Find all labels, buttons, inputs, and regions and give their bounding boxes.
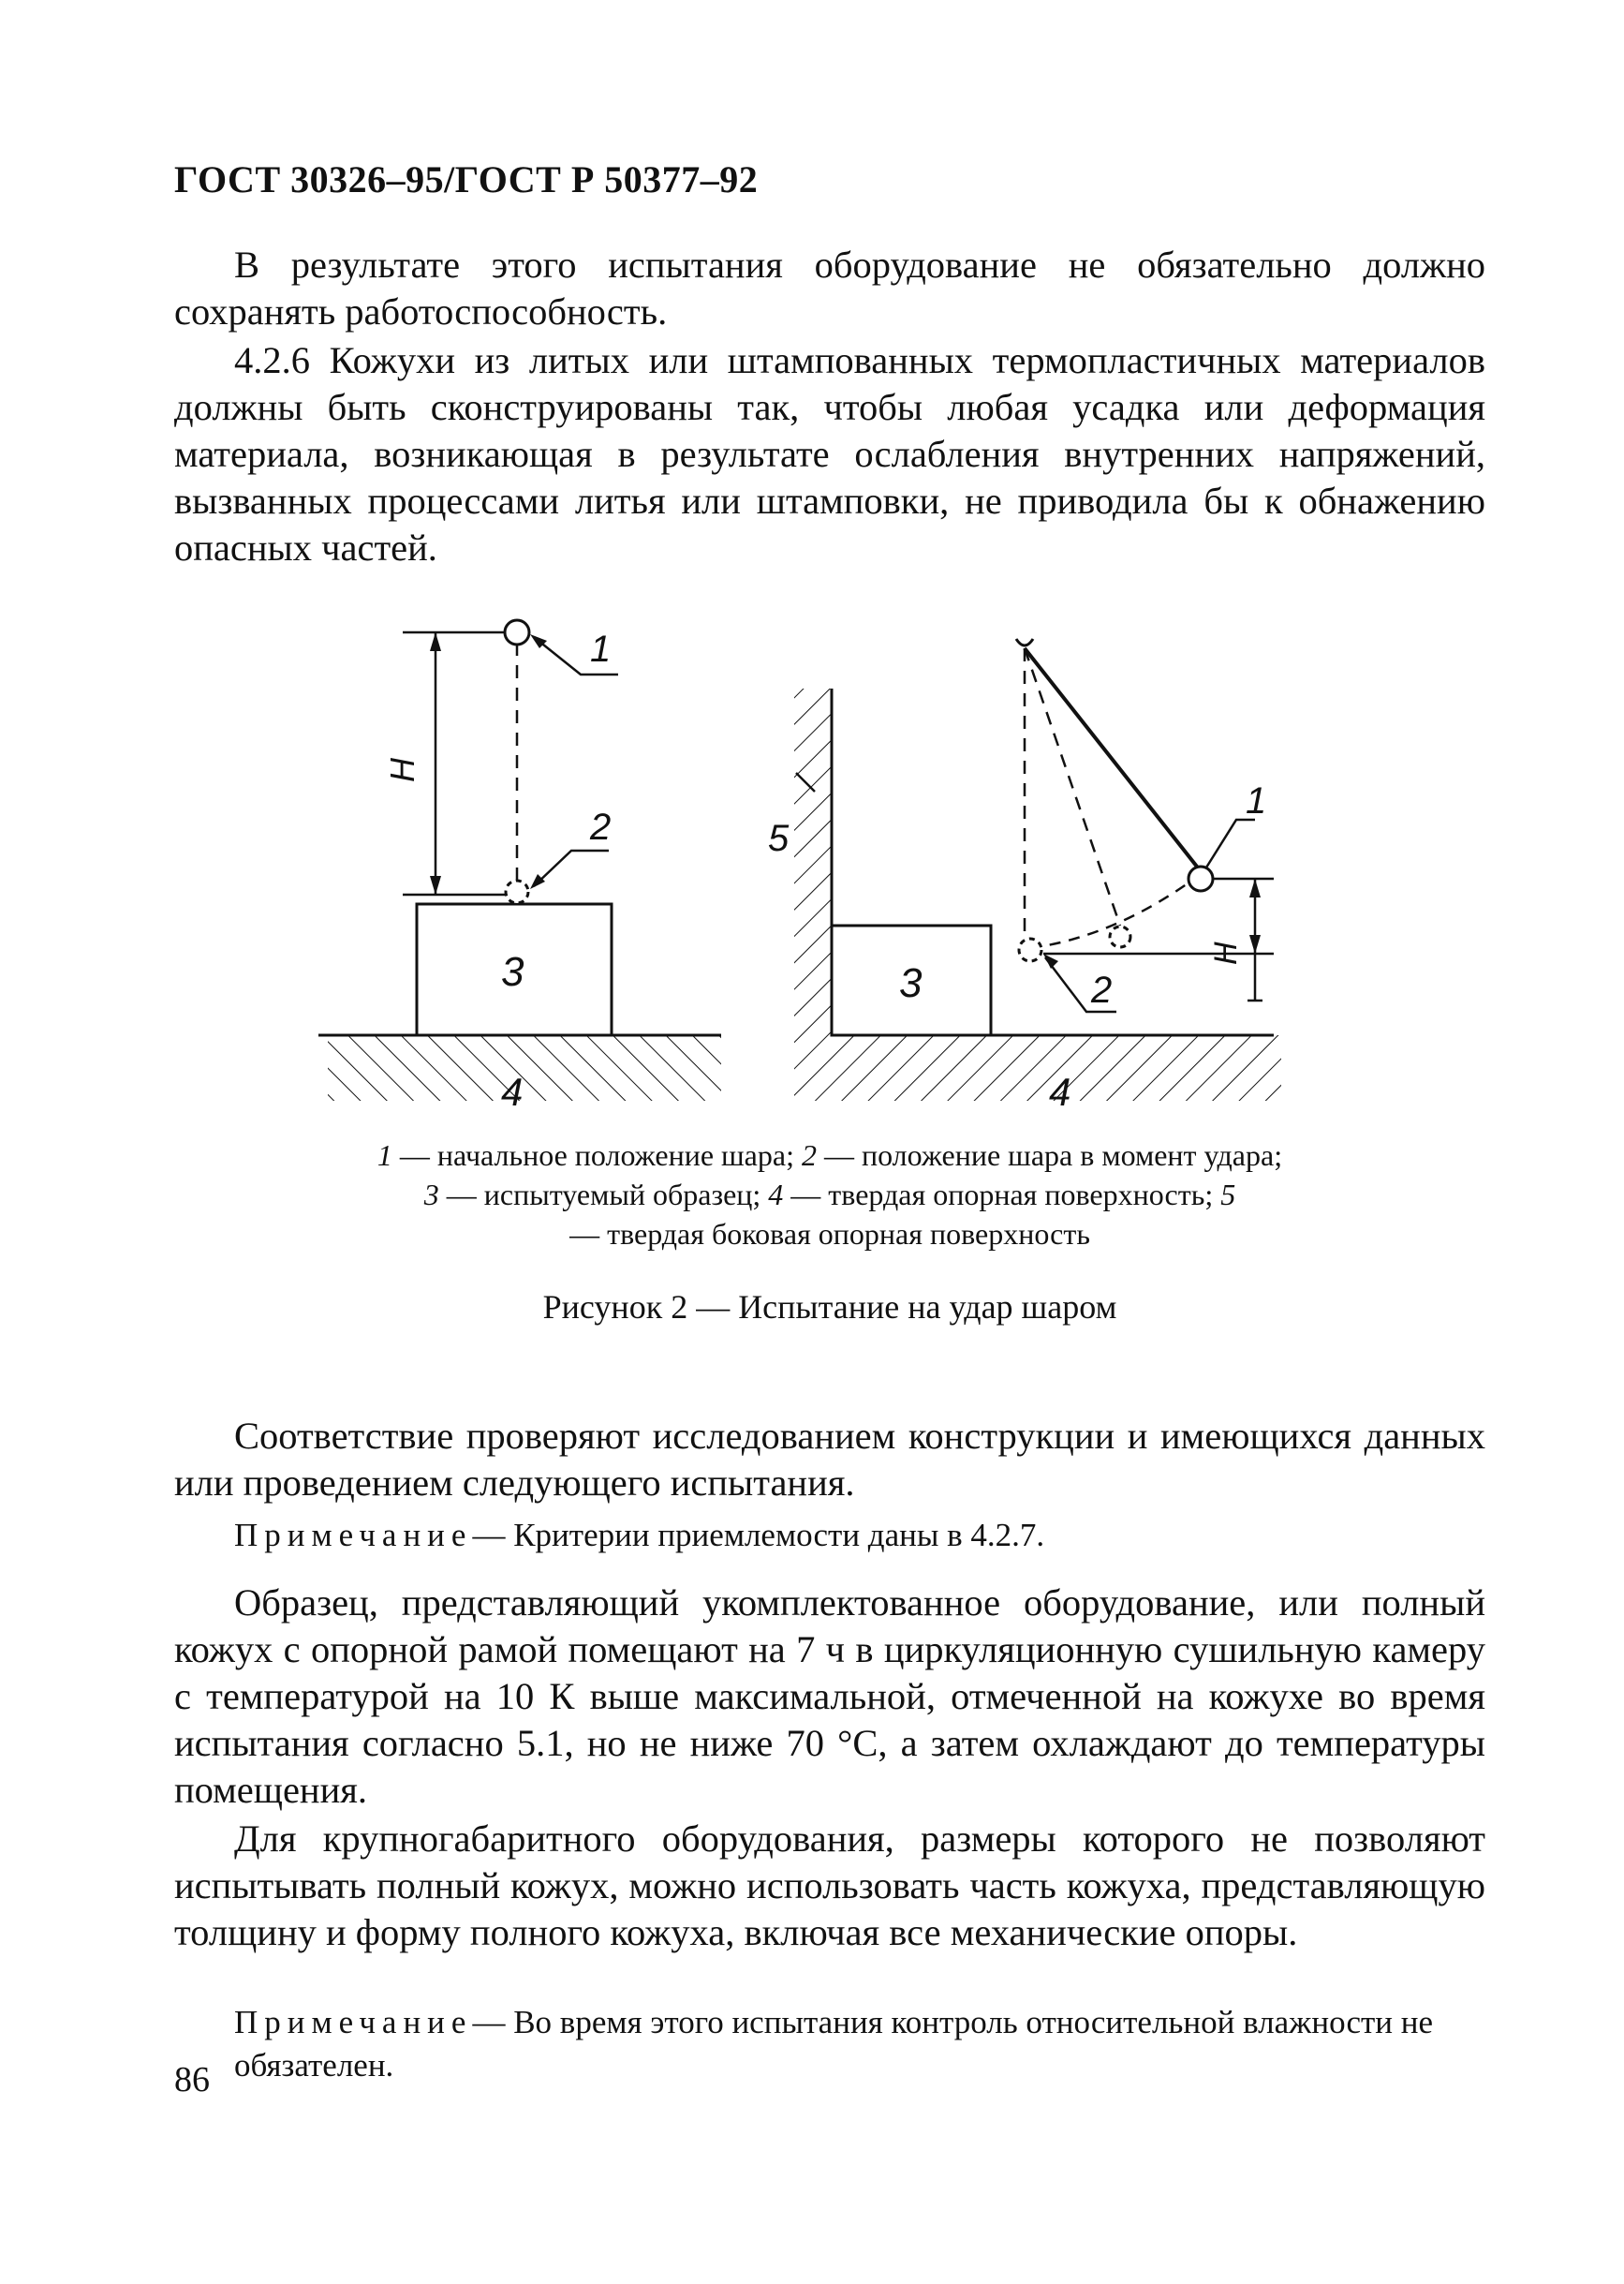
label-1-left: 1 bbox=[590, 629, 612, 670]
legend-text-5: — твердая боковая опорная поверхность bbox=[569, 1217, 1090, 1251]
ball-impact-left bbox=[506, 881, 528, 903]
paragraph-compliance: Соответствие проверяют исследованием конструкции и имеющихся данных или проведением следующего испытания. bbox=[174, 1415, 1485, 1504]
note-criteria-text: — Критерии приемлемости даны в 4.2.7. bbox=[472, 1517, 1045, 1553]
label-4-left: 4 bbox=[501, 1070, 524, 1114]
legend-text-3: — испытуемый образец; bbox=[438, 1178, 769, 1211]
note-label-2: Примечание bbox=[234, 2004, 473, 2040]
label-h-right: H bbox=[1208, 942, 1244, 965]
legend-num-5: 5 bbox=[1220, 1178, 1236, 1211]
pendulum-intermediate-dashed bbox=[1025, 648, 1120, 926]
label-4-right: 4 bbox=[1049, 1070, 1071, 1114]
leader-2-left bbox=[534, 851, 609, 886]
figure-legend bbox=[268, 1135, 1392, 1253]
legend-text-4: — твердая опорная поверхность; bbox=[783, 1178, 1221, 1211]
note-criteria bbox=[234, 1514, 1485, 1557]
pendulum-string bbox=[1025, 648, 1197, 867]
figure-drawing bbox=[309, 600, 1339, 1124]
label-2-left: 2 bbox=[590, 807, 612, 848]
label-3-left: 3 bbox=[501, 949, 524, 995]
right-diagram-pendulum bbox=[794, 639, 1281, 1101]
wall-hatch bbox=[794, 689, 832, 1035]
label-h-left: H bbox=[383, 758, 421, 782]
paragraph-result: В результате этого испытания оборудование не обязательно должно сохранять работоспособность. bbox=[174, 244, 1485, 333]
ball-impact-right bbox=[1019, 939, 1041, 961]
legend-num-2: 2 bbox=[801, 1138, 817, 1172]
label-5-right: 5 bbox=[768, 818, 790, 859]
figure-caption: Рисунок 2 — Испытание на удар шаром bbox=[542, 1288, 1117, 1326]
document-header: ГОСТ 30326–95/ГОСТ Р 50377–92 bbox=[174, 158, 759, 200]
legend-text-2: — положение шара в момент удара; bbox=[816, 1138, 1283, 1172]
note-humidity-text: — Во время этого испытания контроль относительной влажности не обязателен. bbox=[234, 2004, 1434, 2084]
ball-intermediate-right bbox=[1110, 927, 1130, 947]
ball-initial-left bbox=[505, 620, 529, 645]
legend-text-1: — начальное положение шара; bbox=[391, 1138, 802, 1172]
ball-initial-right bbox=[1188, 867, 1213, 891]
note-humidity bbox=[234, 2001, 1485, 2087]
page-number: 86 bbox=[174, 2060, 210, 2099]
label-1-right: 1 bbox=[1246, 780, 1267, 822]
ground-hatch-left bbox=[328, 1035, 721, 1101]
arrowhead-up bbox=[430, 632, 441, 651]
label-2-right: 2 bbox=[1091, 970, 1113, 1011]
label-3-right: 3 bbox=[899, 960, 923, 1006]
ground-hatch-right bbox=[794, 1035, 1281, 1101]
paragraph-large-equipment: Для крупногабаритного оборудования, размеры которого не позволяют испытывать полный кожух, можно использовать часть кожуха, представляющую толщину и форму полного кожуха, включая все механические опоры. bbox=[174, 1817, 1485, 1953]
paragraph-sample: Образец, представляющий укомплектованное оборудование, или полный кожух с опорной рамой помещают на 7 ч в циркуляционную сушильную камеру с температурой на 10 К выше максимальной, отмеченной на кожухе во время испытания согласно 5.1, но не ниже 70 °С, а затем охлаждают до температуры помещения. bbox=[174, 1581, 1485, 1811]
arrowhead-down bbox=[430, 876, 441, 895]
pendulum-pivot bbox=[1016, 639, 1033, 645]
legend-num-1: 1 bbox=[376, 1138, 392, 1172]
leader-1-right bbox=[1206, 820, 1255, 868]
paragraph-4-2-6: 4.2.6 Кожухи из литых или штампованных термопластичных материалов должны быть сконструированы так, чтобы любая усадка или деформация материала, возникающая в результате ослабления внутренних напряжений, вызванных процессами литья или штамповки, не приводила бы к обнажению опасных частей. bbox=[174, 339, 1485, 569]
legend-num-4: 4 bbox=[768, 1178, 784, 1211]
left-diagram-vertical-drop bbox=[318, 620, 721, 1101]
note-label: Примечание bbox=[234, 1517, 473, 1553]
legend-num-3: 3 bbox=[423, 1178, 439, 1211]
figure-2-ball-impact bbox=[309, 600, 1339, 1129]
